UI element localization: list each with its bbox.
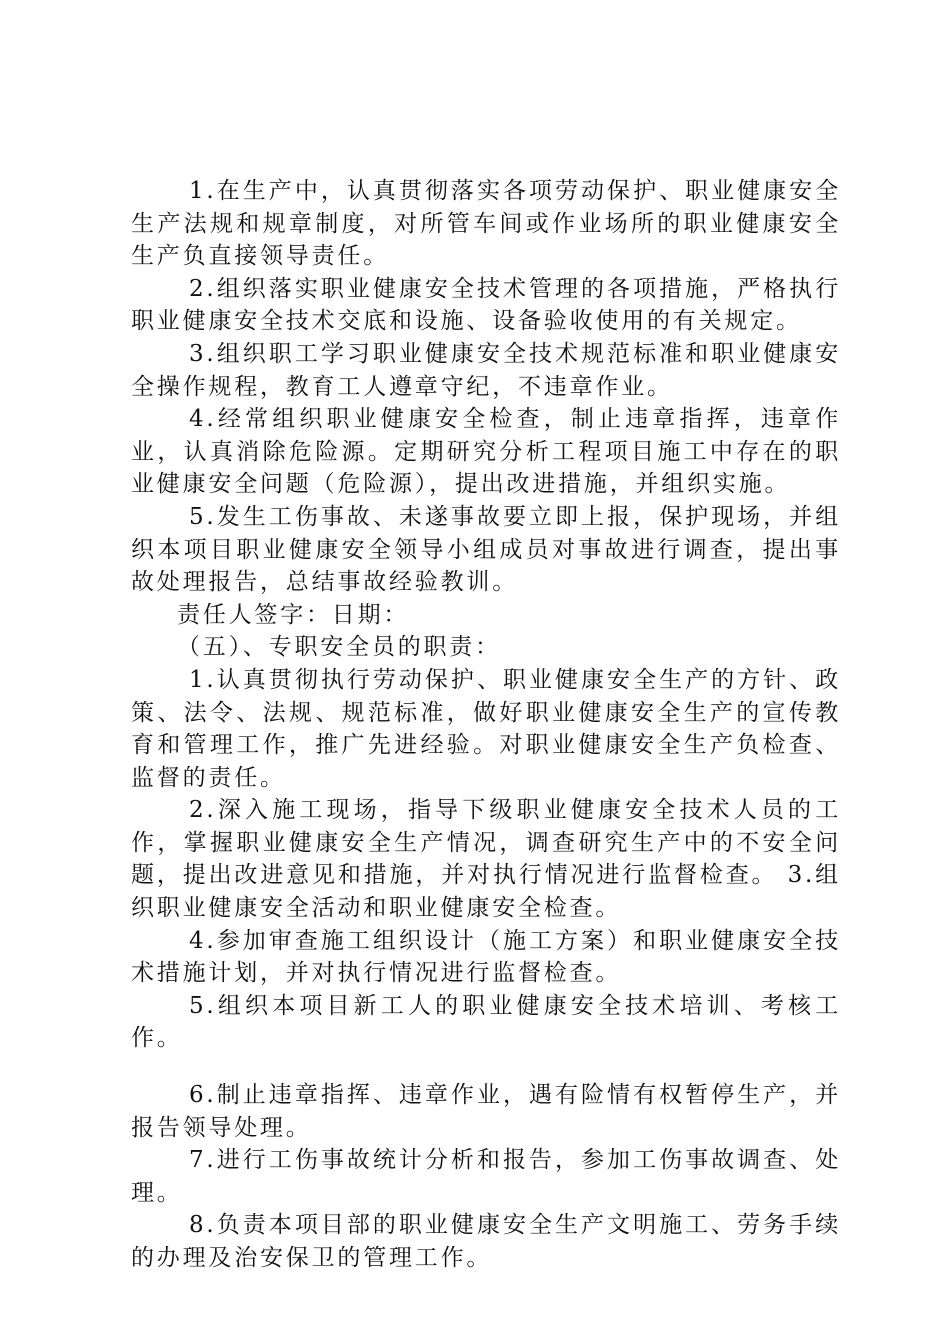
signature-line: 责任人签字：日期： [177, 601, 410, 628]
paragraph-officer-duty-5: 5.组织本项目新工人的职业健康安全技术培训、考核工作。 [131, 992, 841, 1052]
document-body [131, 175, 841, 1275]
paragraph-leader-duty-2: 2.组织落实职业健康安全技术管理的各项措施，严格执行职业健康安全技术交底和设施、设备验收使用的有关规定。 [131, 275, 841, 335]
paragraph-officer-duty-8: 8.负责本项目部的职业健康安全生产文明施工、劳务手续的办理及治安保卫的管理工作。 [131, 1212, 841, 1271]
section-heading-safety-officer: （五）、专职安全员的职责： [177, 634, 501, 661]
paragraph-leader-duty-3: 3.组织职工学习职业健康安全技术规范标准和职业健康安全操作规程，教育工人遵章守纪，不违章作业。 [131, 340, 841, 400]
paragraph-leader-duty-1: 1.在生产中，认真贯彻落实各项劳动保护、职业健康安全生产法规和规章制度，对所管车间或作业场所的职业健康安全生产负直接领导责任。 [131, 178, 841, 270]
paragraph-leader-duty-5: 5.发生工伤事故、未遂事故要立即上报，保护现场，并组织本项目职业健康安全领导小组成员对事故进行调查，提出事故处理报告，总结事故经验教训。 [131, 503, 841, 596]
paragraph-officer-duty-7: 7.进行工伤事故统计分析和报告，参加工伤事故调查、处理。 [131, 1147, 841, 1206]
paragraph-officer-duty-1: 1.认真贯彻执行劳动保护、职业健康安全生产的方针、政策、法令、法规、规范标准，做好职业健康安全生产的宣传教育和管理工作，推广先进经验。对职业健康安全生产负检查、监督的责任。 [131, 666, 841, 791]
paragraph-leader-duty-4: 4.经常组织职业健康安全检查，制止违章指挥，违章作业，认真消除危险源。定期研究分析工程项目施工中存在的职业健康安全问题（危险源），提出改进措施，并组织实施。 [131, 406, 841, 498]
paragraph-officer-duty-6: 6.制止违章指挥、违章作业，遇有险情有权暂停生产，并报告领导处理。 [131, 1082, 841, 1141]
blank-gap [131, 1055, 841, 1079]
paragraph-officer-duty-4: 4.参加审查施工组织设计（施工方案）和职业健康安全技术措施计划，并对执行情况进行监督检查。 [131, 927, 841, 987]
paragraph-officer-duty-2-3: 2.深入施工现场，指导下级职业健康安全技术人员的工作，掌握职业健康安全生产情况，调查研究生产中的不安全问题，提出改进意见和措施，并对执行情况进行监督检查。 3.组织职业健康安全活动和职业健康安全检查。 [131, 797, 841, 922]
